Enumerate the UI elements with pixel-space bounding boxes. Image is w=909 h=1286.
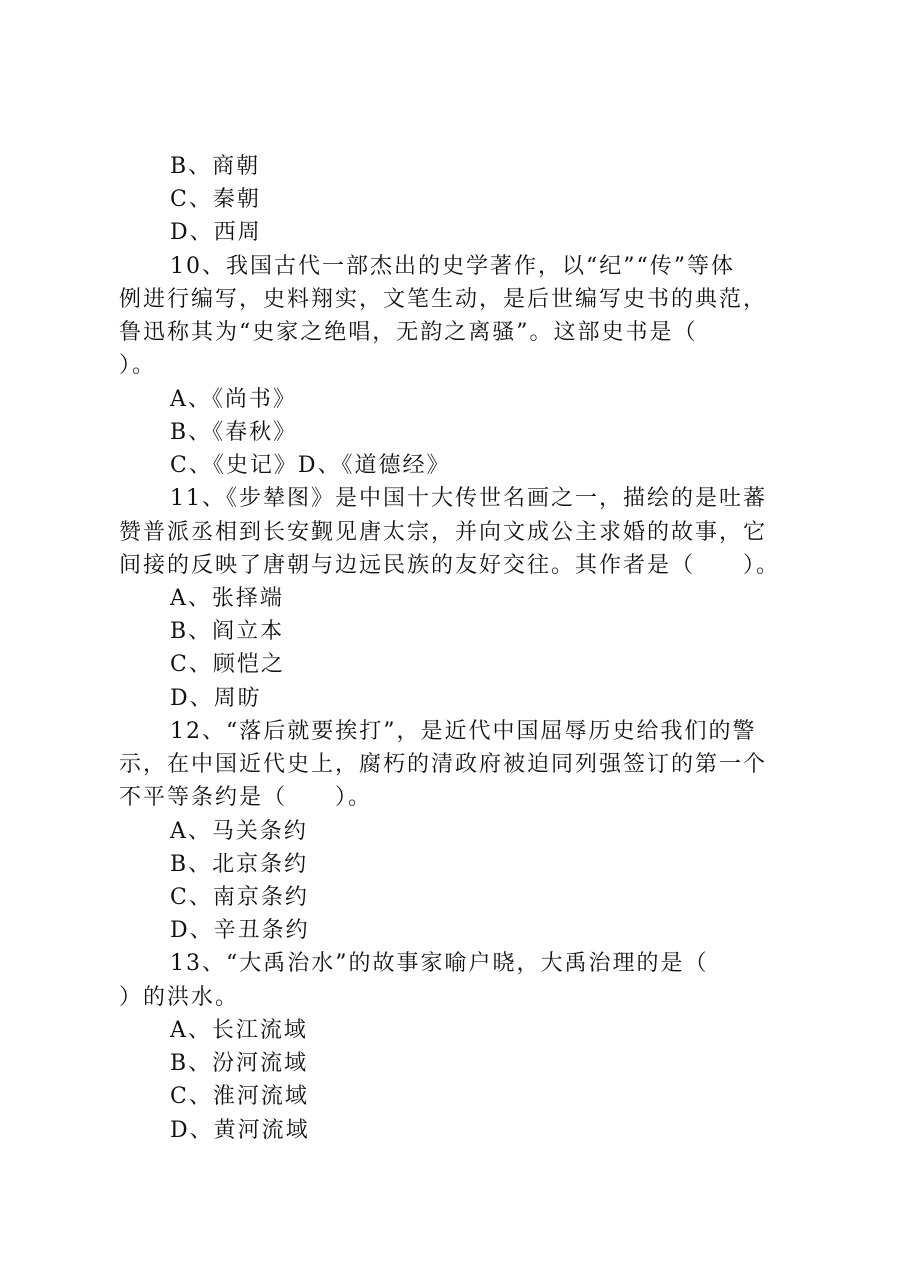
q13-stem-line-1: 13、“大禹治水”的故事家喻户晓，大禹治理的是（ <box>170 951 709 976</box>
q9-option-c: C、秦朝 <box>170 187 261 212</box>
q10-stem-line-4: ）。 <box>119 353 157 378</box>
q13-option-b: B、汾河流域 <box>170 1051 309 1076</box>
q12-option-b: B、北京条约 <box>170 852 309 877</box>
q13-option-c: C、淮河流域 <box>170 1084 309 1109</box>
q12-option-a: A、马关条约 <box>170 819 308 844</box>
q10-stem-line-2: 例进行编写，史料翔实，文笔生动，是后世编写史书的典范， <box>119 287 768 312</box>
q12-option-d: D、辛丑条约 <box>170 918 310 943</box>
q11-stem-line-3: 间接的反映了唐朝与边远民族的友好交往。其作者是（ ）。 <box>119 553 781 578</box>
q10-option-b: B、《春秋》 <box>170 420 298 445</box>
q11-option-b: B、阎立本 <box>170 619 285 644</box>
q11-option-a: A、张择端 <box>170 586 284 611</box>
q12-option-c: C、南京条约 <box>170 885 309 910</box>
q10-stem-line-1: 10、我国古代一部杰出的史学著作，以“纪”“传”等体 <box>170 254 735 279</box>
q10-option-a: A、《尚书》 <box>170 387 297 412</box>
q12-stem-line-1: 12、“落后就要挨打”，是近代中国屈辱历史给我们的警 <box>170 719 757 744</box>
q11-stem-line-2: 赞普派丞相到长安觐见唐太宗，并向文成公主求婚的故事，它 <box>119 520 768 545</box>
q11-option-d: D、周昉 <box>170 686 262 711</box>
q9-option-b: B、商朝 <box>170 154 261 179</box>
q11-stem-line-1: 11、《步辇图》是中国十大传世名画之一，描绘的是吐蕃 <box>170 486 767 511</box>
q13-option-d: D、黄河流域 <box>170 1118 310 1143</box>
q12-stem-line-2: 示，在中国近代史上，腐朽的清政府被迫同列强签订的第一个 <box>119 752 768 777</box>
q13-option-a: A、长江流域 <box>170 1018 308 1043</box>
q10-stem-line-3: 鲁迅称其为“史家之绝唱，无韵之离骚”。这部史书是（ <box>119 320 698 345</box>
q10-option-c-d: C、《史记》D、《道德经》 <box>170 453 451 478</box>
q9-option-d: D、西周 <box>170 220 262 245</box>
q12-stem-line-3: 不平等条约是（ ）。 <box>119 785 373 810</box>
q13-stem-line-2: ）的洪水。 <box>119 985 240 1010</box>
q11-option-c: C、顾恺之 <box>170 652 285 677</box>
